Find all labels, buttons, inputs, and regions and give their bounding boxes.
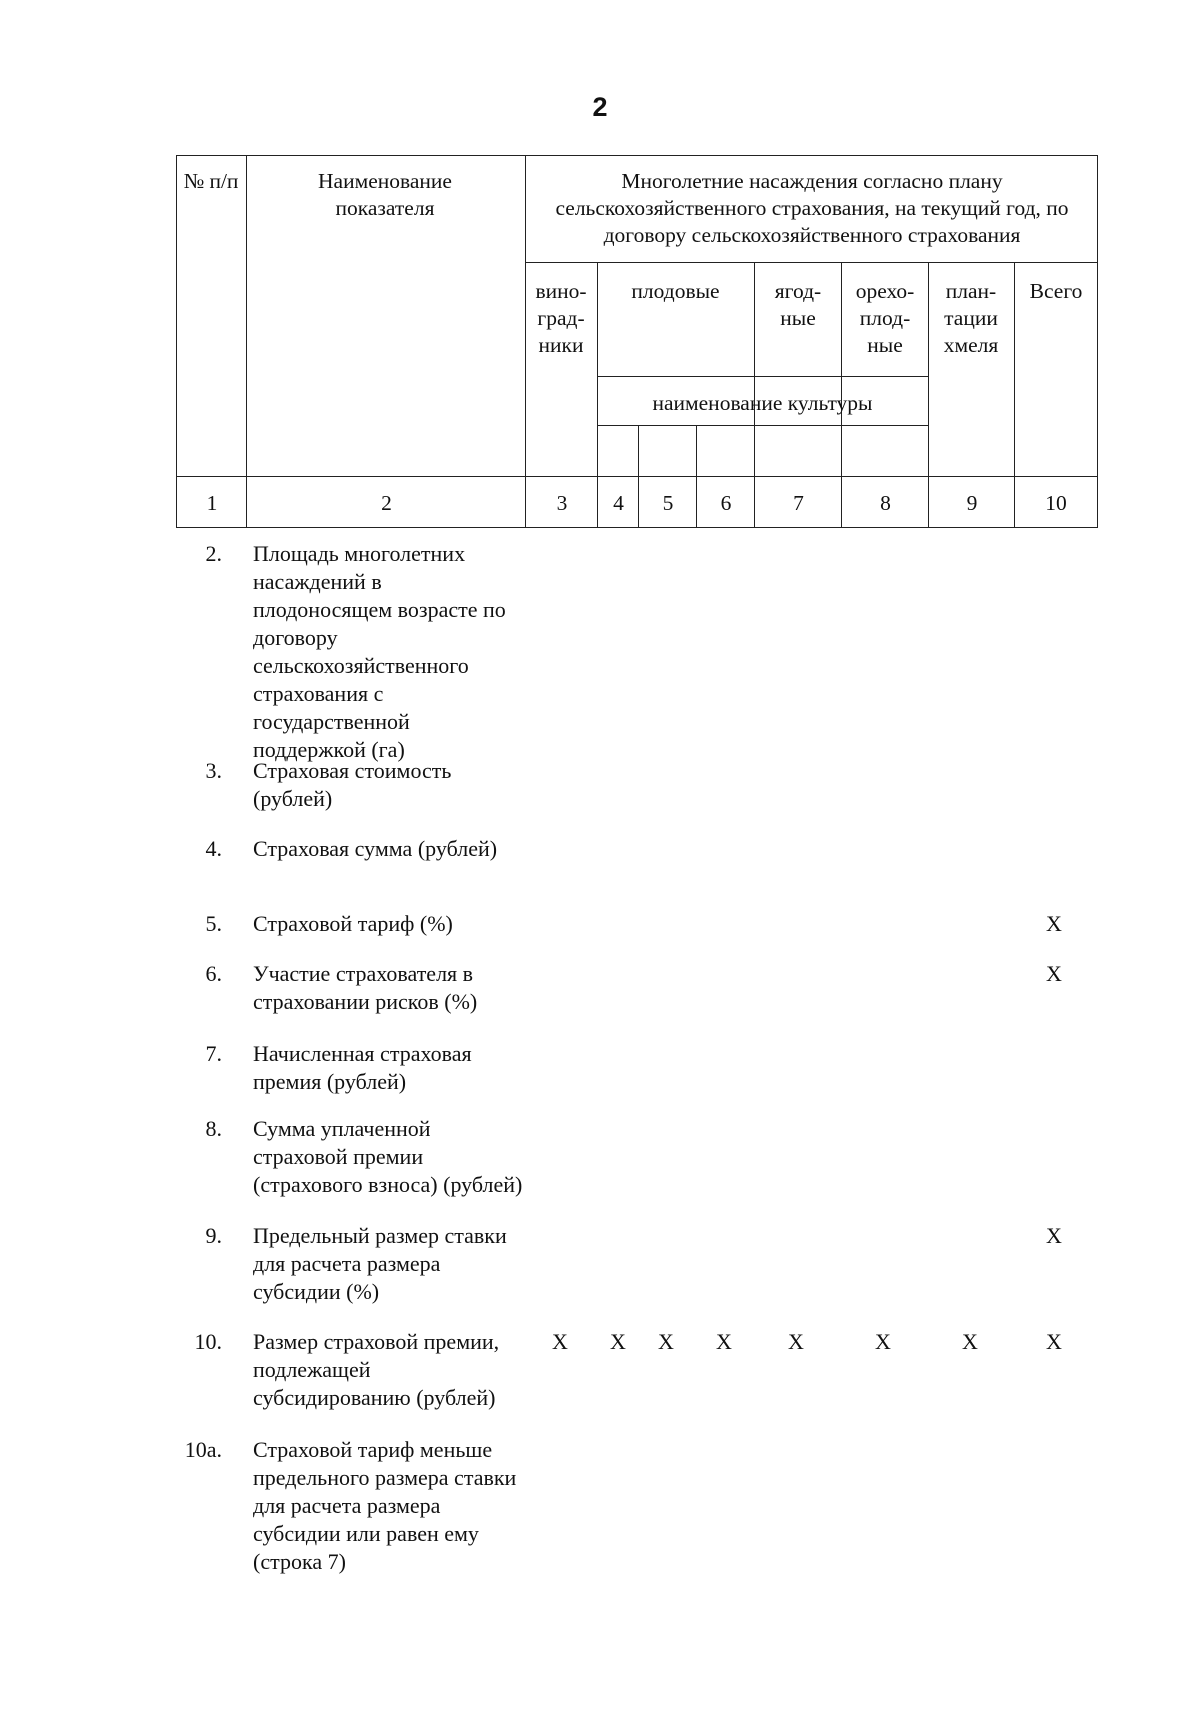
col-divider-4 <box>638 425 639 527</box>
header-number: № п/п <box>183 169 239 193</box>
row-label: Участие страхователя в страховании рисков (%) <box>253 961 478 1014</box>
header-perennial-plantings: Многолетние насаждения согласно плану сельскохозяйственного страхования, на текущий год, по договору сельскохозяйственного страхования <box>555 169 1069 247</box>
col-number: 8 <box>880 491 891 515</box>
group-divider <box>525 262 1098 263</box>
row-label: Площадь многолетних насаждений в плодоносящем возрасте по договору сельскохозяйственного страхования с государственной поддержкой (га) <box>253 541 506 762</box>
row-number: 2. <box>205 541 222 566</box>
x-mark: X <box>1046 911 1062 936</box>
x-mark: X <box>1046 1223 1062 1248</box>
row-number: 6. <box>205 961 222 986</box>
row-number: 8. <box>205 1116 222 1141</box>
x-mark: X <box>552 1329 568 1354</box>
header-nut: орехо- плод- ные <box>855 279 915 357</box>
x-mark: X <box>1046 1329 1062 1354</box>
row-label: Предельный размер ставки для расчета размера субсидии (%) <box>253 1223 507 1304</box>
x-mark: X <box>716 1329 732 1354</box>
row-label: Страховая стоимость (рублей) <box>253 758 452 811</box>
row-number: 7. <box>205 1041 222 1066</box>
col-number: 2 <box>381 491 392 515</box>
crop-name-top <box>597 376 928 377</box>
header-hops: план- тации хмеля <box>943 279 999 357</box>
col-number: 10 <box>1045 491 1067 515</box>
x-mark: X <box>788 1329 804 1354</box>
page-number: 2 <box>592 92 608 122</box>
x-mark: X <box>962 1329 978 1354</box>
col-number: 5 <box>662 491 674 515</box>
header-fruit: плодовые <box>631 279 720 303</box>
col-number: 1 <box>206 491 218 515</box>
col-divider-1 <box>246 155 247 527</box>
col-divider-5 <box>696 425 697 527</box>
row-label: Страховой тариф меньше предельного размера ставки для расчета размера субсидии или равен ему (строка 7) <box>253 1437 517 1574</box>
header-crop-name: наименование культуры <box>652 391 873 415</box>
row-number: 5. <box>205 911 222 936</box>
col-divider-8 <box>928 262 929 527</box>
header-total: Всего <box>1029 279 1083 303</box>
row-label: Начисленная страховая премия (рублей) <box>253 1041 472 1094</box>
header-indicator-name: Наименование показателя <box>318 169 452 220</box>
col-divider-2 <box>525 155 526 527</box>
x-mark: X <box>1046 961 1062 986</box>
col-number: 7 <box>793 491 804 515</box>
col-number: 6 <box>720 491 732 515</box>
column-numbers-divider <box>176 476 1098 477</box>
row-number: 3. <box>205 758 222 783</box>
header-berry: ягод- ные <box>774 279 822 330</box>
col-number: 4 <box>613 491 624 515</box>
row-number: 10а. <box>184 1437 222 1462</box>
header-vineyards: вино- град- ники <box>535 279 587 357</box>
row-number: 4. <box>205 836 222 861</box>
crop-name-bottom <box>597 425 928 426</box>
row-label: Сумма уплаченной страховой премии (страхового взноса) (рублей) <box>253 1116 523 1197</box>
row-number: 9. <box>205 1223 222 1248</box>
row-label: Страховой тариф (%) <box>253 911 453 936</box>
x-mark: X <box>658 1329 674 1354</box>
col-divider-3 <box>597 262 598 527</box>
row-label: Размер страховой премии, подлежащей субсидированию (рублей) <box>253 1329 500 1410</box>
col-number: 9 <box>966 491 978 515</box>
x-mark: X <box>875 1329 891 1354</box>
col-divider-9 <box>1014 262 1015 527</box>
x-mark: X <box>610 1329 626 1354</box>
col-number: 3 <box>556 491 568 515</box>
row-number: 10. <box>194 1329 222 1354</box>
row-label: Страховая сумма (рублей) <box>253 836 498 861</box>
